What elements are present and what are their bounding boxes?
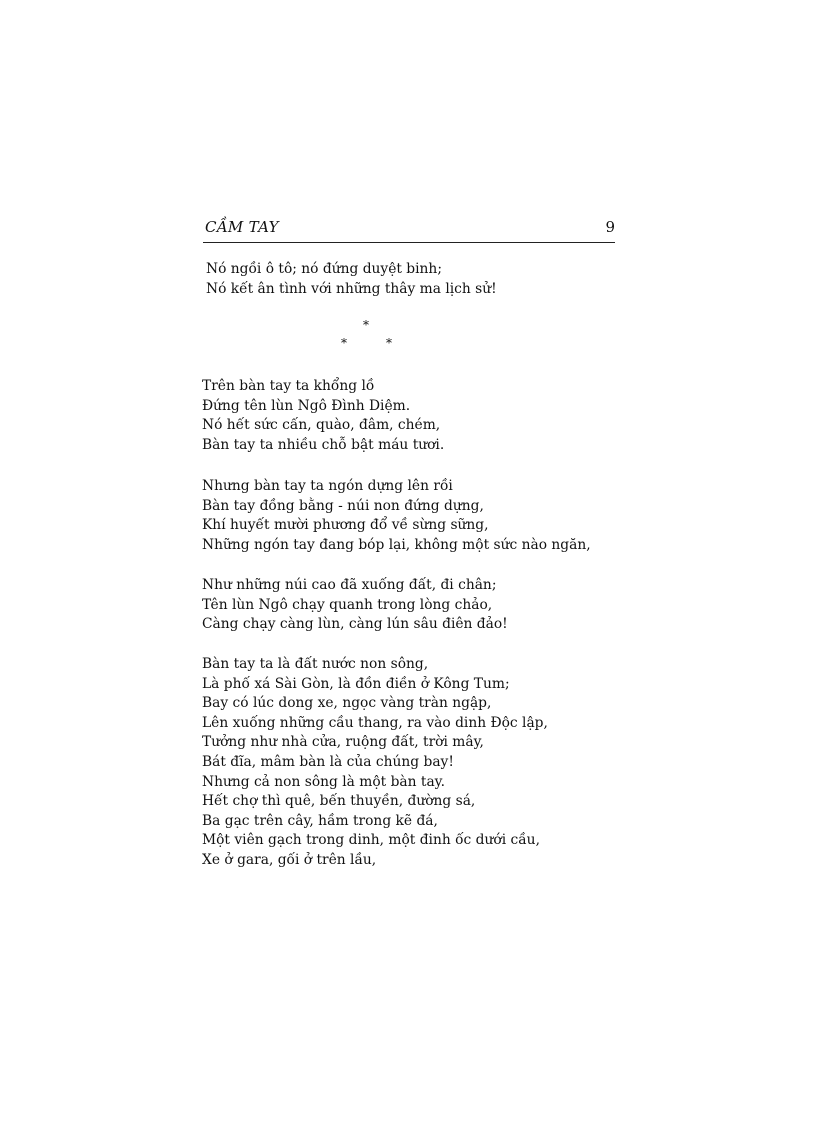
- poem-line: Ba gạc trên cây, hầm trong kẽ đá,: [202, 812, 438, 829]
- poem-line: Bàn tay ta nhiều chỗ bật máu tươi.: [202, 436, 445, 453]
- poem-line: Bàn tay đồng bằng - núi non đứng dựng,: [202, 497, 484, 514]
- poem-line: Như những núi cao đã xuống đất, đi chân;: [202, 577, 497, 593]
- poem-line: Một viên gạch trong dinh, một đinh ốc dưới cầu,: [202, 832, 540, 849]
- poem-line: Nó kết ân tình với những thây ma lịch sử!: [206, 280, 497, 297]
- stanza-4: [202, 576, 508, 635]
- poem-line: Nó ngồi ô tô; nó đứng duyệt binh;: [206, 261, 442, 277]
- poem-line: Nó hết sức cấn, quào, đâm, chém,: [202, 417, 441, 434]
- stanza-3: [202, 477, 591, 555]
- poem-line: Bàn tay ta là đất nước non sông,: [202, 656, 429, 672]
- poem-line: Lên xuống những cầu thang, ra vào dinh Độc lập,: [202, 714, 548, 731]
- poem-line: Bát đĩa, mâm bàn là của chúng bay!: [202, 753, 454, 770]
- asterism-separator: [330, 316, 410, 356]
- poem-line: Tên lùn Ngô chạy quanh trong lòng chảo,: [202, 596, 493, 613]
- poem-line: Nhưng cả non sông là một bàn tay.: [202, 773, 446, 790]
- poem-line: Xe ở gara, gối ở trên lầu,: [202, 851, 377, 868]
- poem-line: Là phố xá Sài Gòn, là đồn điền ở Kông Tum;: [202, 675, 510, 692]
- stanza-1: [206, 260, 497, 299]
- poem-line: Hết chợ thì quê, bến thuyền, đường sá,: [202, 793, 476, 810]
- poem-line: Tưởng như nhà cửa, ruộng đất, trời mây,: [202, 734, 484, 751]
- poem-line: Trên bàn tay ta khổng lồ: [202, 378, 375, 394]
- asterisk-top: *: [363, 318, 369, 332]
- stanza-2: [202, 377, 444, 455]
- page-header: [203, 216, 615, 243]
- poem-line: Những ngón tay đang bóp lại, không một sức nào ngăn,: [202, 536, 591, 553]
- page-number: 9: [605, 218, 615, 236]
- asterisk-left: *: [341, 336, 347, 350]
- asterisk-right: *: [386, 336, 392, 350]
- poem-line: Nhưng bàn tay ta ngón dựng lên rồi: [202, 478, 453, 494]
- poem-line: Đứng tên lùn Ngô Đình Diệm.: [202, 397, 411, 414]
- poem-line: Càng chạy càng lùn, càng lún sâu điên đảo!: [202, 616, 508, 633]
- poem-line: Bay có lúc dong xe, ngọc vàng tràn ngập,: [202, 695, 492, 712]
- stanza-5: [202, 655, 548, 871]
- running-title: CẦM TAY: [205, 218, 279, 236]
- poem-line: Khí huyết mười phương đổ về sừng sững,: [202, 517, 489, 534]
